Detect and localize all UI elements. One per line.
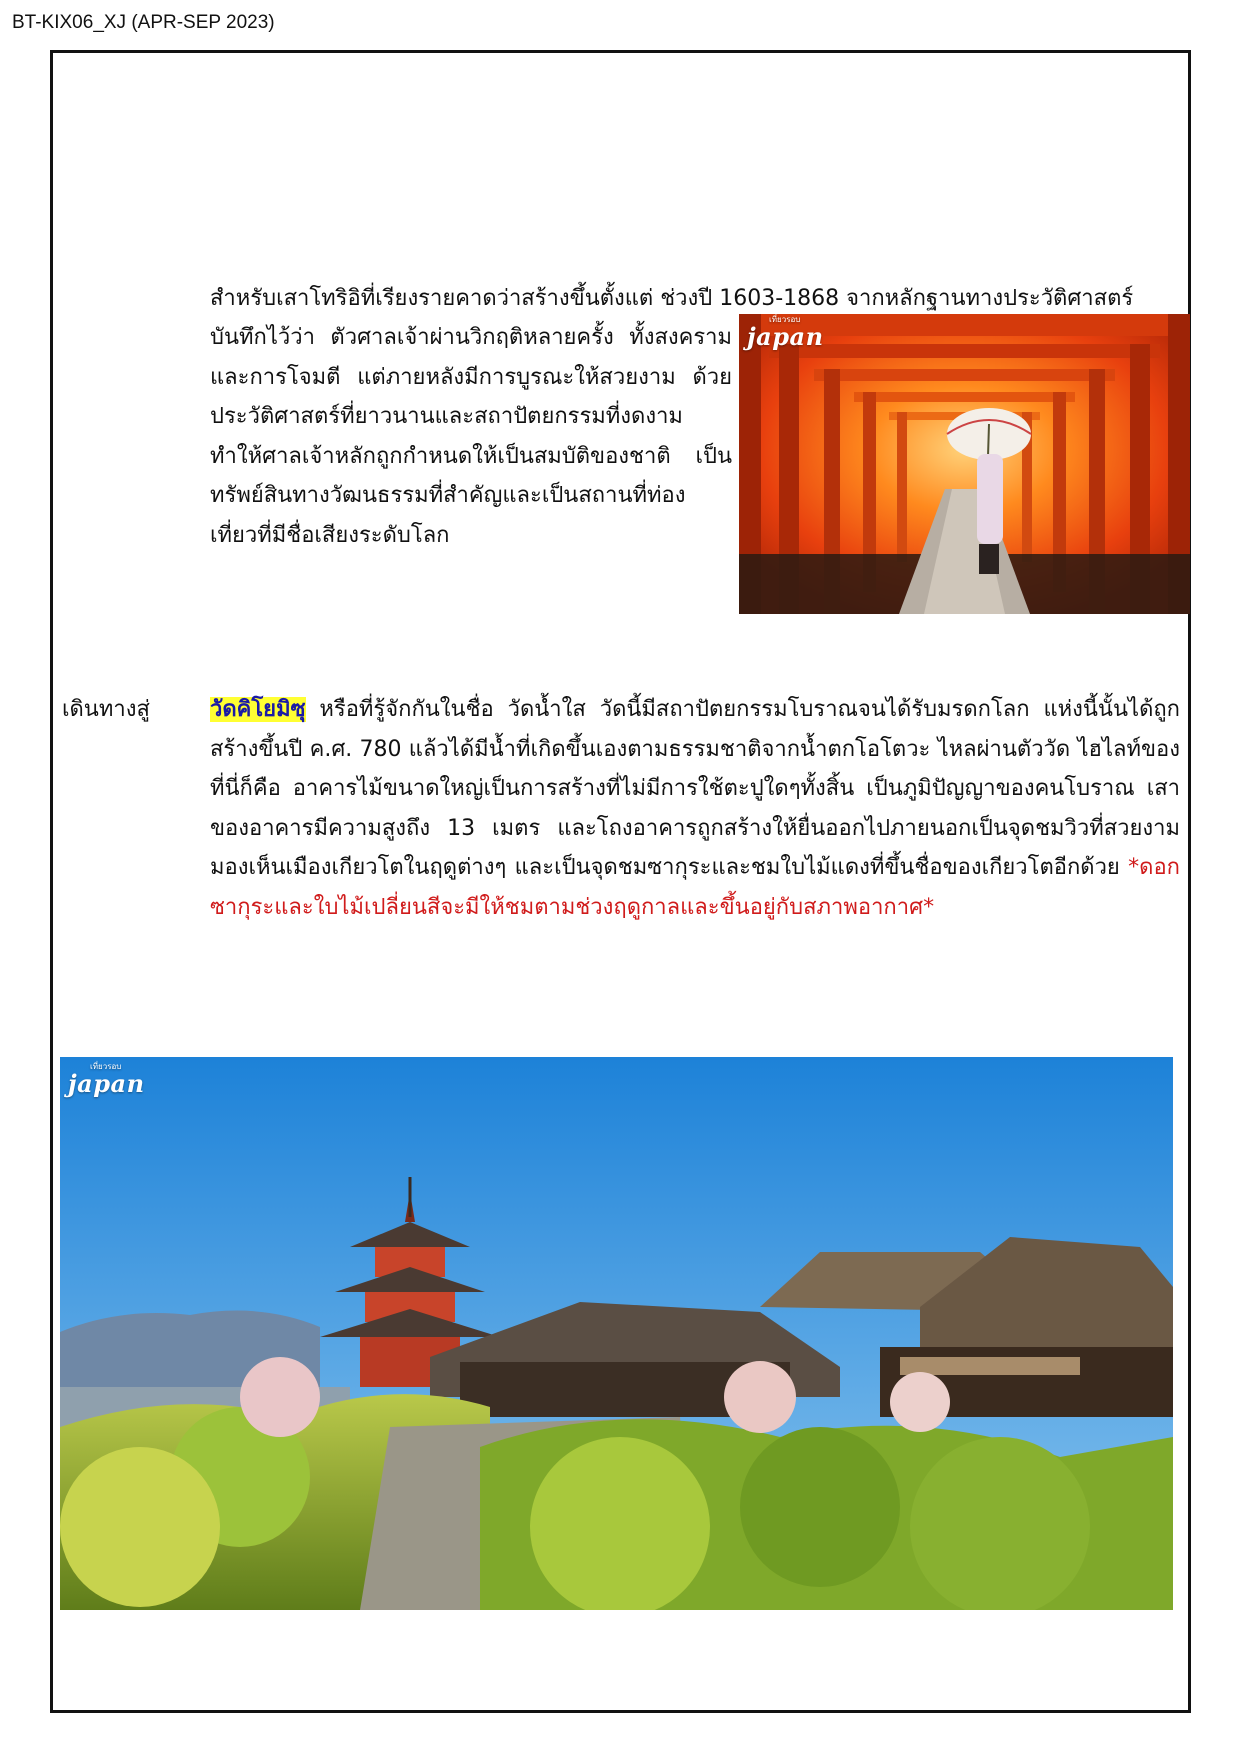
section1-paragraph: บันทึกไว้ว่า ตัวศาลเจ้าผ่านวิกฤติหลายครั้ง ทั้งสงคราม และการโจมตี แต่ภายหลังมีการบูรณะให้สวยงาม ด้วยประวัติศาสตร์ที่ยาวนานและสถาปัตยกรรมที่งดงาม ทำให้ศาลเจ้าหลักถูกกำหนดให้เป็นสมบัติของชาติ เป็นทรัพย์สินทางวัฒนธรรมที่สำคัญและเป็นสถานที่ท่องเที่ยวที่มีชื่อเสียงระดับโลก: [210, 325, 732, 548]
section1-first-line: สำหรับเสาโทริอิที่เรียงรายคาดว่าสร้างขึ้นตั้งแต่ ช่วงปี 1603-1868 จากหลักฐานทางประวัติศาสตร์: [210, 286, 1134, 311]
torii-gates-photo: [739, 314, 1190, 614]
section2-paragraph: [210, 690, 1180, 927]
section2-body: หรือที่รู้จักกันในชื่อ วัดน้ำใส วัดนี้มีสถาปัตยกรรมโบราณจนได้รับมรดกโลก แห่งนี้นั้นได้ถูกสร้างขึ้นปี ค.ศ. 780 แล้วได้มีน้ำที่เกิดขึ้นเองตามธรรมชาติจากน้ำตกโอโตวะ ไหลผ่านตัววัด ไฮไลท์ของที่นี่ก็คือ อาคารไม้ขนาดใหญ่เป็นการสร้างที่ไม่มีการใช้ตะปูใดๆทั้งสิ้น เป็นภูมิปัญญาของคนโบราณ เสาของอาคารมีความสูงถึง 13 เมตร และโถงอาคารถูกสร้างให้ยื่นออกไปภายนอกเป็นจุดชมวิวที่สวยงาม มองเห็นเมืองเกียวโตในฤดูต่างๆ และเป็นจุดชมซากุระและชมใบไม้แดงที่ขึ้นชื่อของเกียวโตอีกด้วย: [210, 697, 1180, 880]
kiyomizu-temple-photo: [60, 1057, 1173, 1610]
temple-name-highlight: วัดคิโยมิซุ: [210, 697, 306, 722]
seasonal-note: *ดอกซากุระและใบไม้เปลี่ยนสีจะมีให้ชมตามช่วงฤดูกาลและขึ้นอยู่กับสภาพอากาศ*: [210, 855, 1180, 920]
japan-logo: เที่ยวรอบ japan: [68, 1062, 145, 1098]
document-code: BT-KIX06_XJ (APR-SEP 2023): [12, 12, 275, 33]
travel-label: เดินทางสู่: [62, 697, 150, 722]
japan-logo: เที่ยวรอบ japan: [747, 315, 824, 351]
